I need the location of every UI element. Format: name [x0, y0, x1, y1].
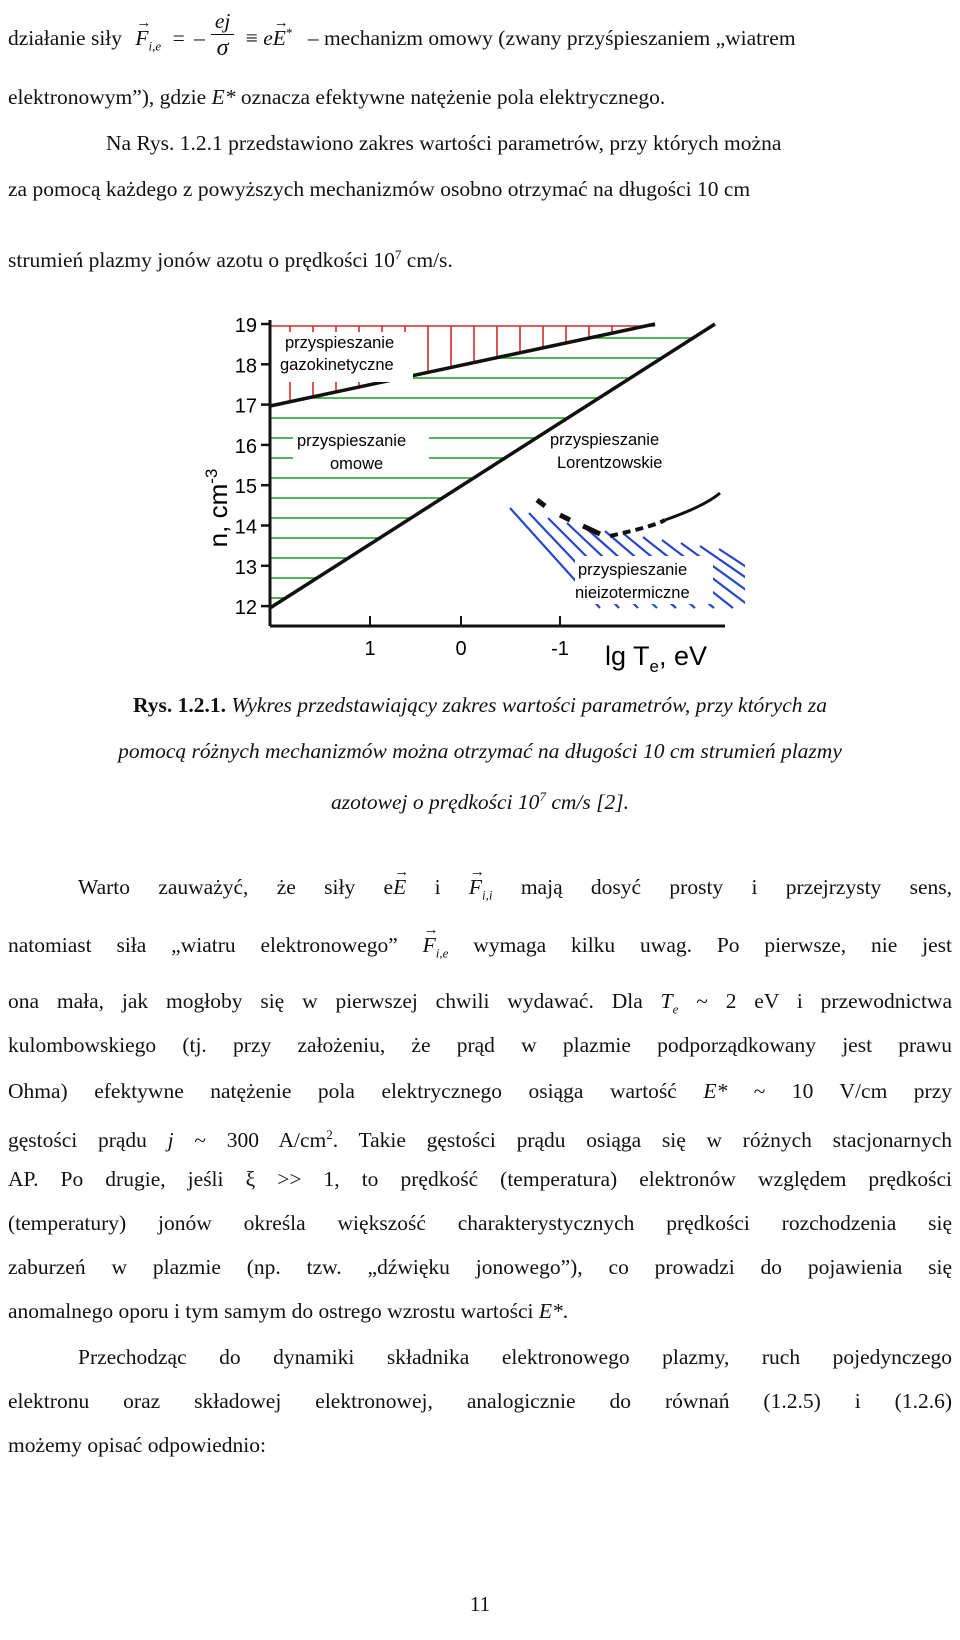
region-label-gazokinetic-2: gazokinetyczne — [280, 356, 394, 374]
figure-label: Rys. 1.2.1. — [133, 693, 227, 717]
paragraph-1-line-9: zaburzeń w plazmie (np. tzw. „dźwięku jonowego”), co prowadzi do pojawienia się — [8, 1255, 952, 1279]
text-line-5: strumień plazmy jonów azotu o prędkości $10^7$ cm/s. — [8, 247, 453, 273]
y-tick-label: 16 — [234, 435, 257, 458]
fraction-denominator: σ — [216, 34, 229, 61]
region-label-ohmic-1: przyspieszanie — [297, 432, 407, 450]
boundary-curve — [665, 493, 720, 520]
paragraph-1-line-4: kulombowskiego (tj. przy założeniu, że prąd w plazmie podporządkowany jest prawu — [8, 1033, 952, 1057]
boundary-dash — [537, 500, 545, 506]
parameter-range-chart — [185, 308, 745, 693]
paragraph-1-line-5: Ohma) efektywne natężenie pola elektrycznego osiąga wartość E* ~ 10 V/cm przy — [8, 1079, 953, 1103]
paragraph-1-line-6: gęstości prądu j ~ 300 $A/cm^2$. Takie gęstości prądu osiąga się w różnych stacjonarnych — [8, 1127, 953, 1153]
paragraph-1-line-10: anomalnego oporu i tym samym do ostrego wzrostu wartości E*. — [8, 1299, 569, 1323]
paragraph-2-line-2: elektronu oraz składowej elektronowej, analogicznie do równań (1.2.5) i (1.2.6) — [8, 1389, 952, 1413]
figure-caption-line-3: azotowej o prędkości $10^7$ cm/s [2]. — [331, 789, 629, 815]
y-tick-label: 14 — [234, 516, 257, 539]
exponent: 7 — [394, 247, 402, 262]
region-label-ohmic-2: omowe — [330, 455, 384, 473]
svg-text:n, cm-3: n, $cm^{-3}$ — [202, 468, 233, 548]
region-label-nonisothermal-2: nieizotermiczne — [575, 584, 690, 602]
paragraph-1-line-3: ona mała, jak mogłoby się w pierwszej chwili wydawać. Dla $T_e$ ~ 2 eV i przewodnictwa — [8, 989, 953, 1017]
x-tick-label: -1 — [551, 638, 569, 660]
y-tick-label: 18 — [234, 355, 257, 378]
region-label-gazokinetic-1: przyspieszanie — [285, 334, 395, 352]
paragraph-1-line-7: AP. Po drugie, jeśli ξ >> 1, to prędkość (temperatura) elektronów względem prędkości — [8, 1167, 952, 1191]
text-span: – mechanizm omowy (zwany przyśpieszaniem „wiatrem — [307, 26, 796, 51]
boundary-dash — [610, 520, 665, 536]
text-line-3: Na Rys. 1.2.1 przedstawiono zakres wartości parametrów, przy których można — [106, 131, 782, 155]
figure-caption-line-2: pomocą różnych mechanizmów można otrzymać na długości 10 cm strumień plazmy — [118, 739, 842, 763]
x-tick-label: 1 — [364, 638, 376, 660]
charge-symbol: e — [263, 26, 273, 51]
x-tick-label: 0 — [455, 638, 467, 660]
x-axis-label: $\lg T_e$, eV — [605, 641, 708, 676]
paragraph-1-line-1: Warto zauważyć, że siły e→ E $i \to F_{i,i}$ mają dosyć prosty i przejrzysty sens, — [78, 872, 952, 910]
field-symbol: → E — [393, 872, 406, 902]
page-number: 11 — [469, 1592, 491, 1616]
text-line-4: za pomocą każdego z powyższych mechanizmów osobno otrzymać na długości 10 cm — [8, 177, 751, 201]
equals-sign: = — [172, 26, 185, 51]
text-line-1: działanie siły → $F_{i,e}$ = – $\frac{ej}{\sigma}$ ≡ e→ E* – mechanizm omowy (zwany przyśpieszaniem „wiatrem — [8, 10, 952, 70]
region-label-lorentz-2: Lorentzowskie — [557, 454, 663, 472]
y-tick-label: 12 — [234, 597, 257, 620]
region-label-lorentz-1: przyspieszanie — [550, 431, 660, 449]
y-tick-label: 15 — [234, 476, 257, 499]
text-span: działanie siły — [8, 26, 123, 51]
paragraph-2-line-3: możemy opisać odpowiednio: — [8, 1433, 266, 1457]
field-symbol: → E — [273, 15, 286, 61]
field-star: * — [285, 25, 293, 40]
region-label-nonisothermal-1: przyspieszanie — [578, 561, 688, 579]
force-subscript: i,e — [148, 38, 162, 54]
force-symbol: → F — [135, 15, 148, 61]
y-axis-label — [202, 469, 233, 548]
field-symbol: E* — [211, 85, 236, 109]
text-line-2: elektronowym”), gdzie E* oznacza efektywne natężenie pola elektrycznego. — [8, 85, 666, 109]
y-tick-label: 13 — [234, 556, 257, 579]
figure-caption-line-1: Rys. 1.2.1. Wykres przedstawiający zakres wartości parametrów, przy których za — [133, 693, 827, 717]
y-tick-label: 17 — [234, 395, 257, 418]
boundary-dash — [560, 515, 570, 520]
force-symbol: → F — [423, 930, 436, 960]
paragraph-1-line-2: natomiast siła „wiatru elektronowego” → $F_{i,e}$ wymaga kilku uwag. Po pierwsze, nie jest — [8, 930, 952, 968]
equiv-sign: ≡ — [245, 26, 258, 51]
fraction — [211, 8, 235, 61]
paragraph-1-line-8: (temperatury) jonów określa większość charakterystycznych prędkości rozchodzenia się — [8, 1211, 952, 1235]
force-symbol: → F — [469, 872, 482, 902]
paragraph-2-line-1: Przechodząc do dynamiki składnika elektronowego plazmy, ruch pojedynczego — [78, 1345, 952, 1369]
y-ticks — [235, 315, 270, 619]
y-tick-label: 19 — [234, 315, 257, 337]
x-ticks — [364, 616, 568, 660]
fraction-numerator: ej — [211, 8, 235, 35]
